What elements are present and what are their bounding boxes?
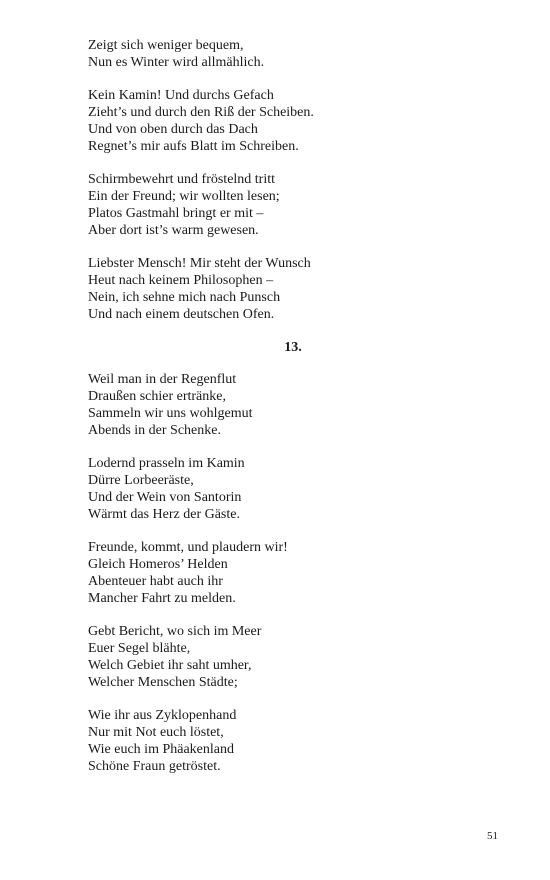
verse-line: Gleich Homeros’ Helden — [88, 557, 228, 573]
stanza — [88, 624, 498, 691]
verse-line: Liebster Mensch! Mir steht der Wunsch — [88, 256, 311, 272]
stanza — [88, 172, 498, 239]
verse-line: Nun es Winter wird allmählich. — [88, 54, 265, 70]
stanza — [88, 456, 498, 523]
section-heading: 13. — [284, 339, 302, 355]
verse-line: Draußen schier ertränke, — [88, 389, 226, 405]
verse-line: Euer Segel blähte, — [88, 641, 191, 657]
verse-line: Wärmt das Herz der Gäste. — [88, 506, 240, 522]
verse-line: Aber dort ist’s warm gewesen. — [88, 222, 259, 238]
verse-line: Welcher Menschen Städte; — [88, 674, 238, 690]
verse-line: Nein, ich sehne mich nach Punsch — [88, 289, 281, 305]
stanza — [88, 38, 498, 72]
verse-line: Zieht’s und durch den Riß der Scheiben. — [88, 105, 314, 121]
verse-line: Platos Gastmahl bringt er mit – — [88, 205, 264, 221]
poem-text — [88, 38, 498, 775]
page-number: 51 — [487, 830, 498, 842]
verse-line: Schirmbewehrt und fröstelnd tritt — [88, 172, 276, 188]
verse-line: Weil man in der Regenflut — [88, 372, 237, 388]
verse-line: Welch Gebiet ihr saht umher, — [88, 657, 252, 673]
verse-line: Lodernd prasseln im Kamin — [88, 456, 245, 472]
verse-line: Schöne Fraun getröstet. — [88, 758, 221, 774]
verse-line: Und von oben durch das Dach — [88, 121, 258, 137]
verse-line: Und der Wein von Santorin — [88, 489, 242, 505]
verse-line: Mancher Fahrt zu melden. — [88, 590, 236, 606]
stanza — [88, 372, 498, 439]
verse-line: Heut nach keinem Philosophen – — [88, 273, 274, 289]
verse-line: Nur mit Not euch löstet, — [88, 725, 224, 741]
verse-line: Wie ihr aus Zyklopenhand — [88, 708, 237, 724]
stanza — [88, 256, 498, 323]
stanza — [88, 540, 498, 607]
verse-line: Und nach einem deutschen Ofen. — [88, 306, 275, 322]
verse-line: Freunde, kommt, und plaudern wir! — [88, 540, 288, 556]
verse-line: Regnet’s mir aufs Blatt im Schreiben. — [88, 138, 299, 154]
verse-line: Kein Kamin! Und durchs Gefach — [88, 88, 274, 104]
verse-line: Dürre Lorbeeräste, — [88, 473, 194, 489]
verse-line: Abenteuer habt auch ihr — [88, 573, 223, 589]
verse-line: Zeigt sich weniger bequem, — [88, 38, 244, 53]
verse-line: Wie euch im Phäakenland — [88, 741, 234, 757]
verse-line: Sammeln wir uns wohlgemut — [88, 405, 253, 421]
verse-line: Abends in der Schenke. — [88, 422, 221, 438]
verse-line: Ein der Freund; wir wollten lesen; — [88, 189, 280, 205]
stanza — [88, 88, 498, 155]
verse-line: Gebt Bericht, wo sich im Meer — [88, 624, 262, 640]
stanza — [88, 708, 498, 775]
